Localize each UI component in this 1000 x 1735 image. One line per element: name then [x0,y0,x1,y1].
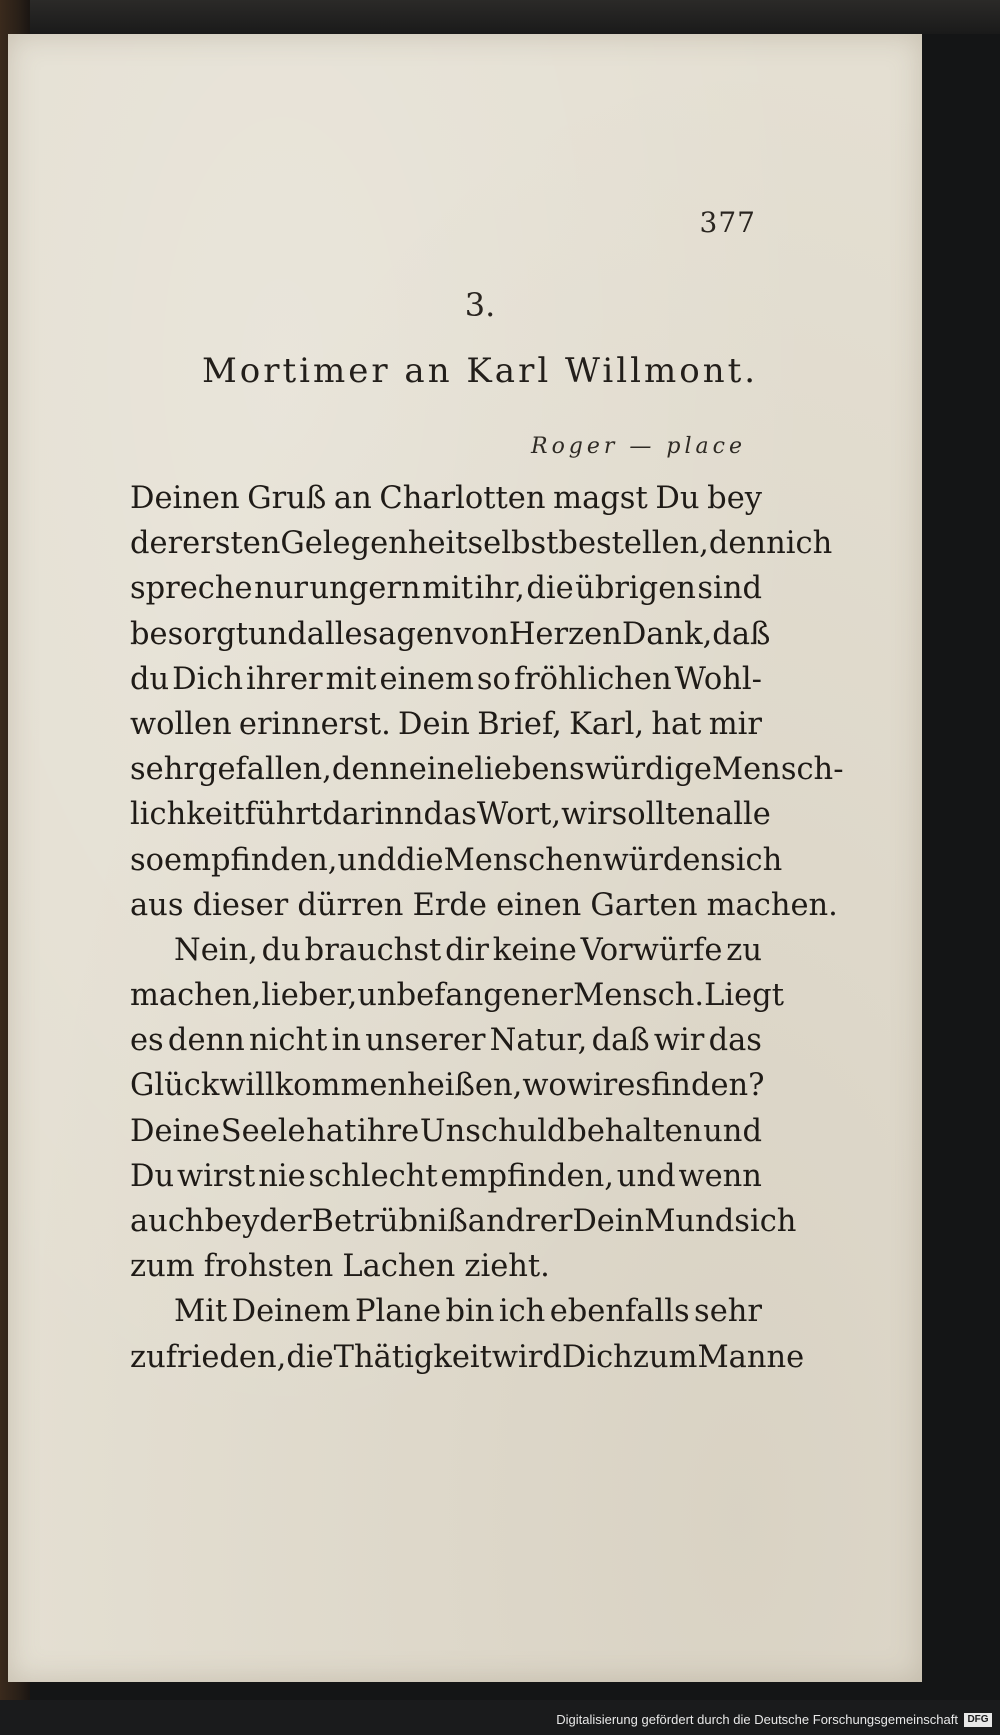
word: daß [591,1023,650,1059]
word: Menschen [443,842,603,878]
word: fröhlichen [513,661,672,697]
text-line [130,1335,805,1380]
word: einem [379,661,474,697]
word: ihr, [474,571,525,607]
word: und [703,1113,762,1149]
word: empfinden, [164,842,338,878]
word: an [333,481,372,516]
word: behalten [567,1113,703,1149]
word: Dein [398,706,470,742]
text-line [130,566,762,611]
word: wirst [176,1158,256,1194]
word: empfinden, [440,1158,614,1194]
word: magst [553,481,648,516]
word: und [616,1158,676,1194]
word: sollten [611,797,716,833]
word: mit [422,571,473,607]
word: Seele [220,1113,306,1149]
word: Karl, [569,706,645,742]
word: Deinen [130,481,240,516]
word: in [331,1023,362,1059]
word: es [617,1068,651,1104]
word: machen. [706,887,838,923]
text-line [130,476,762,521]
word: sich [734,1204,797,1239]
word: denn [331,752,409,788]
word: Lachen [342,1249,456,1285]
letter-number: 3. [464,286,496,324]
word: die [396,842,444,878]
word: zum [632,1339,698,1375]
word: unbefangener [357,978,574,1014]
text-line [130,612,771,657]
word: es [130,1023,164,1059]
word: aus [130,887,184,923]
word: frohsten [203,1249,334,1285]
word: ersten [182,526,281,562]
word: schlecht [308,1158,438,1194]
word: Du [130,1158,175,1194]
word: alle [715,797,771,833]
word: Dich [172,661,244,697]
word: gefallen, [197,752,332,788]
word: zieht. [464,1249,550,1285]
word: liebenswürdige [474,752,712,788]
word: daß [712,616,771,652]
word: bestellen, [558,526,709,562]
footer-bar [0,1700,1000,1735]
word: Dich [561,1339,633,1375]
word: Mit [174,1294,228,1330]
word: führt [244,797,323,833]
text-line [130,1109,762,1154]
text-line [130,1154,762,1199]
word: wir [653,1023,705,1059]
word: übrigen [575,571,696,607]
word: machen, [130,978,262,1014]
word: besorgt [130,616,248,652]
word: eine [408,752,475,788]
word: denn [708,526,786,562]
word: Deine [130,1113,220,1149]
text-line [130,747,844,792]
text-line [130,1289,762,1334]
book-page [8,34,922,1682]
word: selbst [467,526,559,562]
word: sehr [130,752,198,788]
word: finden? [650,1068,765,1104]
word: Unschuld [419,1113,567,1149]
word: sehr [694,1294,762,1330]
word: das [423,797,477,833]
word: wir [566,1068,618,1104]
word: zum [130,1249,195,1285]
word: Liegt [704,978,784,1014]
word: einen [496,887,582,923]
word: der [130,526,183,562]
word: ihre [357,1113,420,1149]
word: brauchst [304,932,442,968]
word: erinnerst. [238,706,391,742]
word: Betrübniß [311,1204,468,1239]
text-line [130,702,762,747]
word: die [526,571,574,607]
word: wo [522,1068,567,1104]
word: Vorwürfe [580,932,723,968]
word: würden [602,842,721,878]
word: Glück [130,1068,220,1104]
word: willkommen [219,1068,408,1104]
text-line [130,1244,762,1289]
word: Garten [590,887,698,923]
dfg-logo: DFG [964,1713,992,1727]
word: du [130,661,170,697]
word: so [130,842,165,878]
scan-top-edge [0,0,1000,34]
word: ebenfalls [549,1294,690,1330]
word: Gelegenheit [280,526,468,562]
word: lieber, [261,978,358,1014]
word: darinn [322,797,424,833]
word: so [476,661,511,697]
word: bin [445,1294,495,1330]
text-line [130,1063,765,1108]
body-text [130,476,844,1380]
word: Mensch. [573,978,705,1014]
text-line [130,928,762,973]
word: Charlotten [379,481,546,516]
word: Natur, [489,1023,588,1059]
word: heißen, [407,1068,523,1104]
word: wir [561,797,612,833]
word: Herzen [508,616,622,652]
word: Dein [572,1204,645,1239]
word: der [259,1204,312,1239]
word: Du [655,481,700,516]
text-line [130,792,771,837]
word: nicht [249,1023,328,1059]
letter-heading: Mortimer an Karl Willmont. [201,351,759,391]
word: unserer [365,1023,486,1059]
word: Nein, [174,932,258,968]
word: sagen [362,616,454,652]
word: ungern [309,571,421,607]
word: nur [254,571,308,607]
word: Erde [412,887,487,923]
word: wird [491,1339,562,1375]
word: und [337,842,397,878]
word: Manne [697,1339,805,1375]
word: dir [445,932,489,968]
word: Gruß [247,481,327,516]
word: Wort, [476,797,562,833]
word: mir [708,706,762,742]
word: andrer [467,1204,573,1239]
word: zufrieden, [130,1339,287,1375]
word: mit [325,661,377,697]
word: Plane [354,1294,442,1330]
word: Mund [644,1204,735,1239]
text-line [130,1018,762,1063]
word: Brief, [477,706,562,742]
dfg-credit: Digitalisierung gefördert durch die Deutsche Forschungsgemeinschaft [556,1712,958,1727]
word: Deinem [231,1294,351,1330]
word: nie [258,1158,306,1194]
text-line [130,838,783,883]
word: Dank, [621,616,713,652]
word: von [453,616,509,652]
page-number: 377 [699,206,756,239]
word: wollen [130,706,232,742]
place-line: Roger — place [531,434,746,459]
word: das [708,1023,762,1059]
word: sich [720,842,783,878]
word: wenn [678,1158,762,1194]
word: du [261,932,301,968]
word: hat [306,1113,357,1149]
word: Thätigkeit [333,1339,492,1375]
word: Wohl- [674,661,762,697]
text-line [130,657,762,702]
word: auch [130,1204,205,1239]
word: hat [651,706,702,742]
word: bey [707,481,762,516]
word: keine [492,932,577,968]
text-line [130,1199,797,1244]
word: Mensch- [711,752,844,788]
word: bey [204,1204,260,1239]
word: dieser [192,887,289,923]
word: dürren [297,887,404,923]
word: ich [498,1294,546,1330]
word: die [286,1339,334,1375]
word: alle [306,616,363,652]
text-line [130,973,784,1018]
word: ich [785,526,833,562]
word: ihrer [246,661,323,697]
text-line [130,521,833,566]
word: sind [697,571,762,607]
word: zu [726,932,762,968]
word: spreche [130,571,253,607]
word: lichkeit [130,797,245,833]
text-line [130,883,838,928]
word: und [247,616,307,652]
word: denn [167,1023,245,1059]
